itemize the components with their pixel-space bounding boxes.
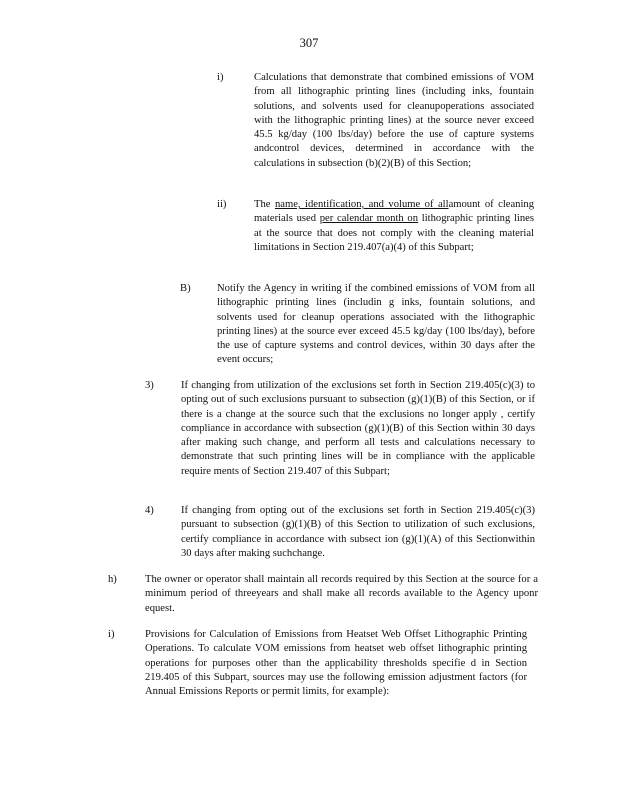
item-text: Notify the Agency in writing if the combined emissions of VOM from all lithographic printing lines (includin g inks, fountain solutions, and solvents used for cleanup operations associated with the lithographic printing lines) at the source ever exceed 45.5 kg/day (100 lbs/day), before the use of capture systems and control devices, within 30 days after the event occurs; — [217, 283, 535, 366]
item-marker: ii) — [217, 199, 227, 210]
item-text: The owner or operator shall maintain all records required by this Section at the source for a minimum period of threeyears and shall make all records available to the Agency uponr equest. — [145, 574, 538, 614]
item-text: If changing from utilization of the exclusions set forth in Section 219.405(c)(3) to opting out of such exclusions pursuant to subsection (g)(1)(B) of this Section, or if there is a change at the source such that the exclusions no longer apply , certify compliance in accordance with subsection (g)(1)(B) of this Section within 30 days after making such change, and perform all tests and calculations necessary to demonstrate that such printing lines will be in compliance with the applicable require ments of Section 219.407 of this Subpart; — [181, 380, 535, 477]
text-segment: lithographic printing lines at the source that does not comply with the cleaning material limitations in Section 219.407(a)(4) of this Subpart; — [254, 213, 534, 253]
item-text: If changing from opting out of the exclusions set forth in Section 219.405(c)(3) pursuant to subsection (g)(1)(B) of this Section to utilization of such exclusions, certify compliance in accordance with subsect ion (g)(1)(A) of this Sectionwithin 30 days after making suchchange. — [181, 505, 535, 559]
item-marker: 3) — [145, 380, 154, 391]
item-marker: 4) — [145, 505, 154, 516]
text-segment: amount of cleaning materials used — [254, 199, 535, 225]
item-marker: i) — [217, 72, 224, 83]
underlined-text: name, identification, and volume of all — [274, 199, 449, 210]
underlined-text: per calendar month on — [319, 213, 419, 225]
page-number: 307 — [299, 36, 319, 50]
item-marker: i) — [108, 629, 115, 640]
item-text: Provisions for Calculation of Emissions from Heatset Web Offset Lithographic Printing Operations. To calculate VOM emissions from heatset web offset lithographic printing operations for purposes other than the applicability thresholds specifie d in Section 219.405 of this Subpart, sources may use the following emission adjustment factors (for Annual Emissions Reports or permit limits, for example): — [145, 629, 527, 698]
item-text — [254, 198, 534, 255]
item-marker: h) — [108, 574, 117, 585]
item-marker: B) — [180, 283, 191, 294]
text-segment: The — [254, 199, 275, 210]
item-text: Calculations that demonstrate that combined emissions of VOM from all lithographic printing lines (including inks, fountain solutions, and solvents used for cleanupoperations associated with the lithographic printing lines) at the source never exceed 45.5 kg/day (100 lbs/day) before the use of capture systems andcontrol devices, determined in accordance with the calculations in subsection (b)(2)(B) of this Section; — [254, 72, 534, 169]
